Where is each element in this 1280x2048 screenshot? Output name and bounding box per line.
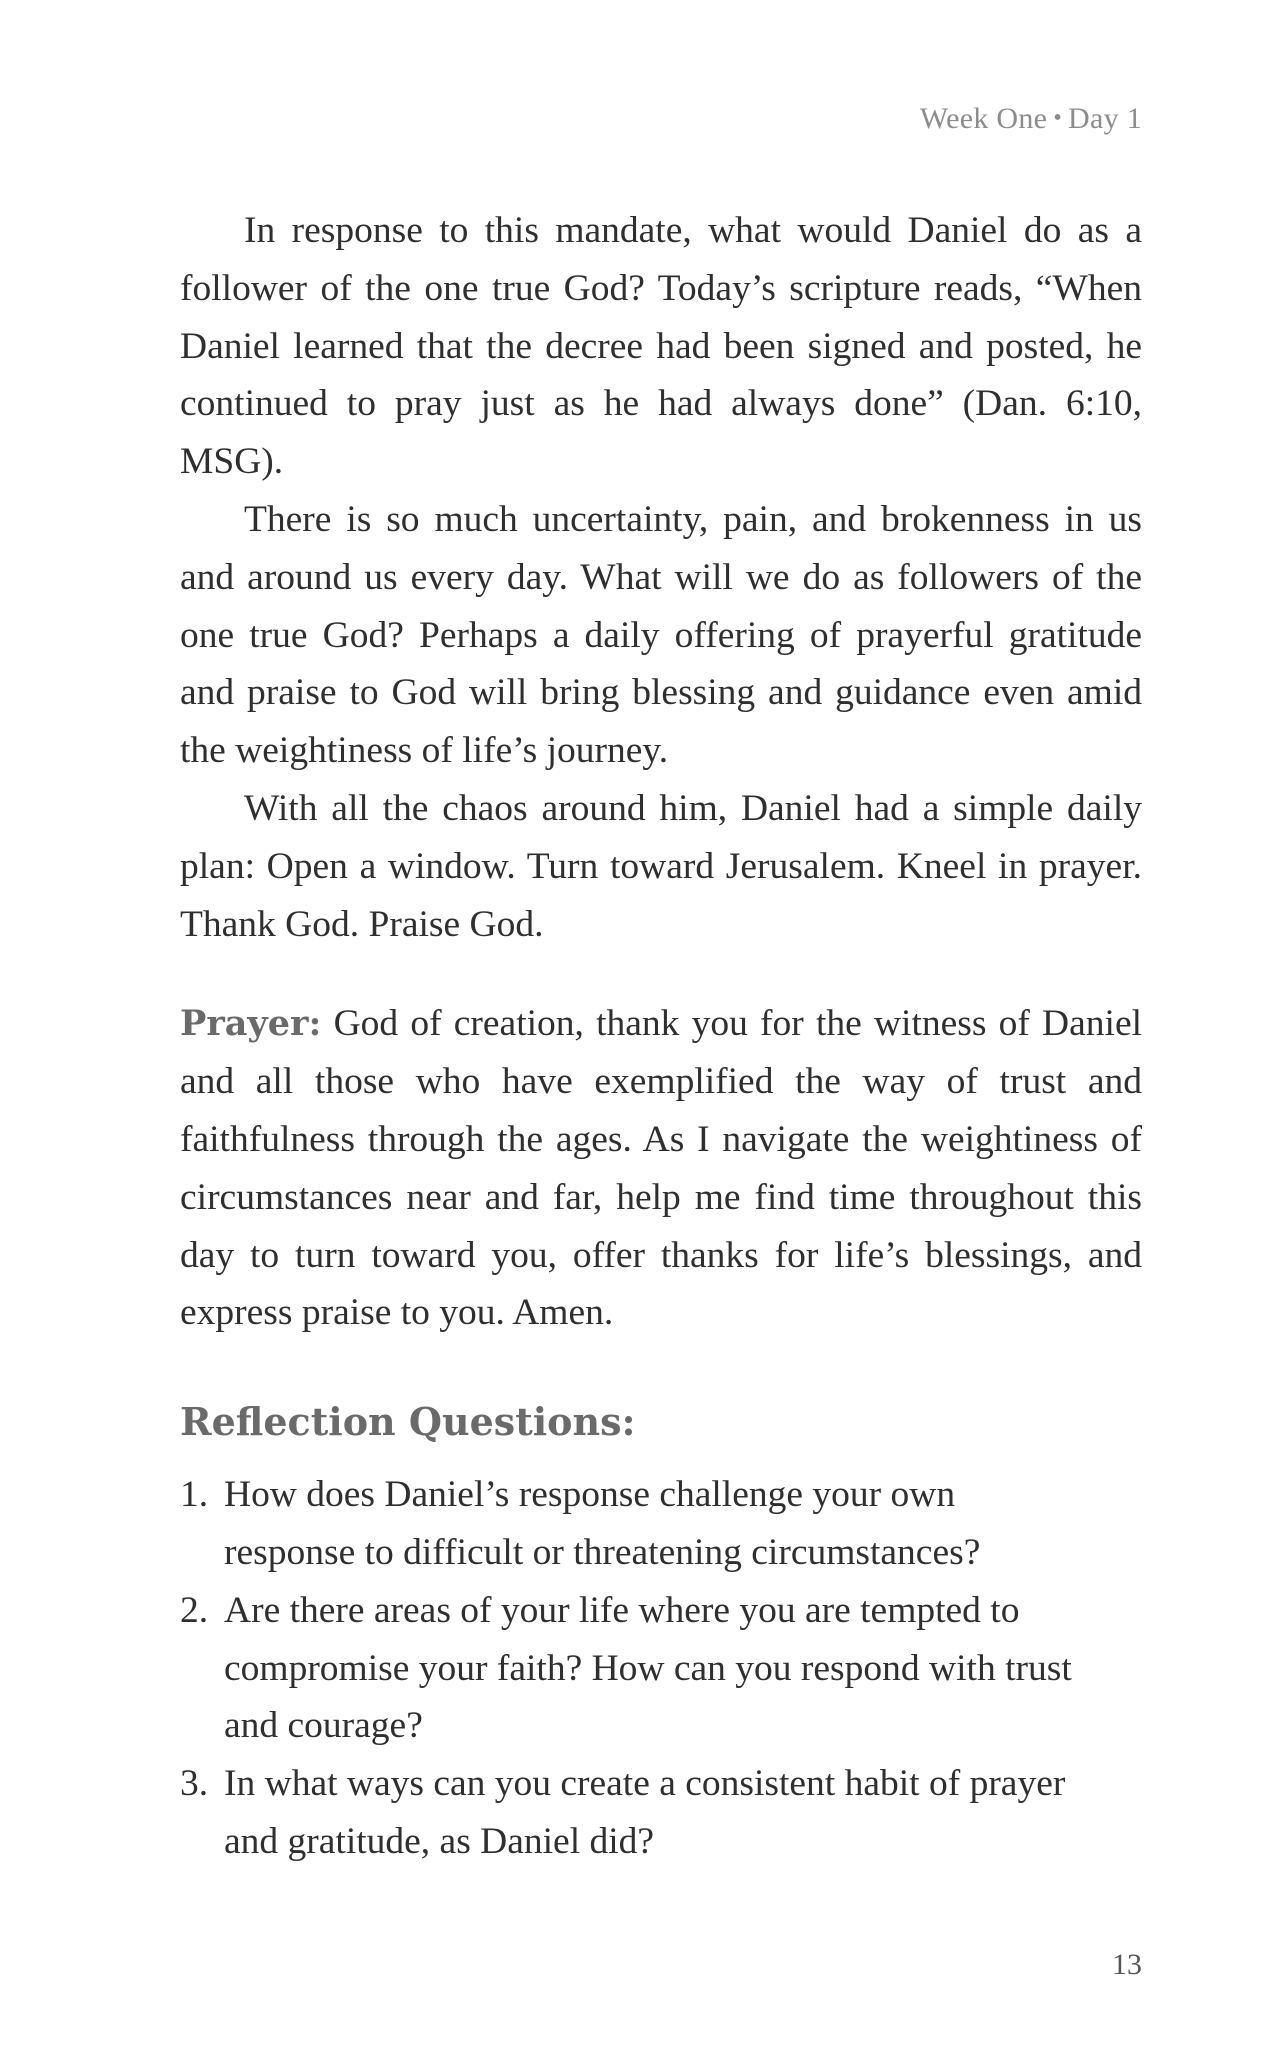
question-number: 2.	[180, 1589, 209, 1631]
running-head	[920, 102, 1142, 136]
reflection-question-3	[180, 1755, 1142, 1871]
page-number: 13	[1112, 1948, 1142, 1981]
running-head-section: Week One	[919, 102, 1048, 135]
prayer-text: God of creation, thank you for the witness of Daniel and all those who have exemplified the way of trust and faithfulness through the ages. As I navigate the weightiness of circumstances near and far, help me find time throughout this day to turn toward you, offer thanks for life’s blessings, and express praise to you. Amen.	[180, 1003, 1143, 1334]
question-text: Are there areas of your life where you are tempted to compromise your faith? How can you respond with trust and courage?	[224, 1589, 1072, 1747]
running-head-separator: •	[1053, 105, 1063, 131]
question-text: How does Daniel’s response challenge your own response to difficult or threatening circumstances?	[224, 1474, 981, 1573]
reflection-question-list	[180, 1466, 1142, 1871]
running-head-day: Day 1	[1068, 102, 1142, 135]
reflection-question-2	[180, 1582, 1142, 1755]
question-number: 3.	[180, 1763, 209, 1805]
question-number: 1.	[180, 1474, 209, 1516]
reflection-heading: Reflection Questions:	[180, 1399, 636, 1445]
prayer-label: Prayer:	[180, 1003, 322, 1045]
body-paragraph-2: There is so much uncertainty, pain, and brokenness in us and around us every day. What will we do as followers of the one true God? Perhaps a daily offering of prayerful gratitude and praise to God will bring blessing and guidance even amid the weightiness of life’s journey.	[180, 498, 1142, 772]
page-body	[180, 202, 1142, 1871]
body-paragraph-3: With all the chaos around him, Daniel had a simple daily plan: Open a window. Turn toward Jerusalem. Kneel in prayer. Thank God. Praise God.	[180, 787, 1142, 945]
question-text: In what ways can you create a consistent habit of prayer and gratitude, as Daniel did?	[224, 1763, 1066, 1862]
reflection-question-1	[180, 1466, 1142, 1582]
prayer-block	[180, 995, 1142, 1342]
body-paragraph-1: In response to this mandate, what would Daniel do as a follower of the one true God? Today’s scripture reads, “When Daniel learned that the decree had been signed and posted, he continued to pray just as he had always done” (Dan. 6:10, MSG).	[180, 210, 1142, 483]
